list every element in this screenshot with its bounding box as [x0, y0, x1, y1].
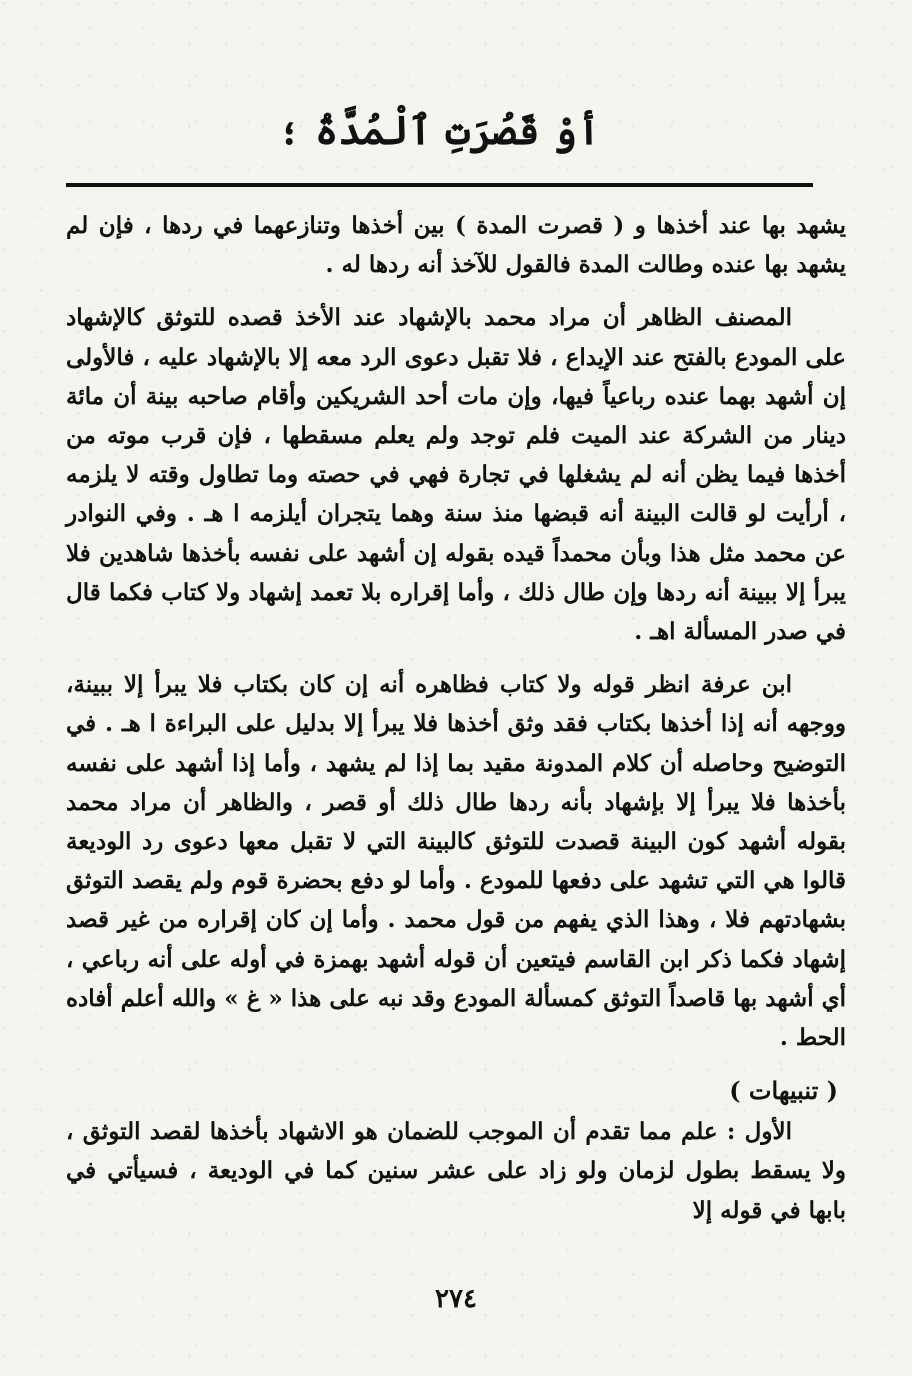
page-header — [66, 96, 812, 166]
header-rule — [66, 183, 813, 187]
notice-first: الأول : علم مما تقدم أن الموجب للضمان هو الاشهاد بأخذها لقصد التوثق ، ولا يسقط بطول لزمان ولو زاد على عشر سنين كما في الوديعة ، فسيأتي في بابها في قوله إلا — [66, 1118, 846, 1224]
page-number: ٢٧٤ — [435, 1284, 477, 1314]
paragraph-2: المصنف الظاهر أن مراد محمد بالإشهاد عند الأخذ قصده للتوثق كالإشهاد على المودع بالفتح عند الإيداع ، فلا تقبل دعوى الرد معه إلا بالإشهاد عليه ، فالأولى إن أشهد بهما عنده رباعياً فيها، وإن مات أحد الشريكين وأقام صاحبه بينة أن مائة دينار من الشركة عند الميت فلم توجد ولم يعلم مسقطها ، فإن قرب موته من أخذها فيما يظن أنه لم يشغلها في تجارة فهي في حصته وما تطاول وقته لا يلزمه ، أرأيت لو قالت البينة أنه قبضها منذ سنة وهما يتجران أيلزمه ا هـ . وفي النوادر عن محمد مثل هذا وبأن محمداً قيده بقوله إن أشهد على نفسه بأخذها شاهدين فلا يبرأ إلا ببينة أنه ردها وإن طال ذلك ، وأما إقراره بلا تعمد إشهاد ولا كتاب فكما قال في صدر المسألة اهـ . — [66, 304, 846, 646]
header-title: أوْ قَصُرَتِ ٱلْمُدَّةُ ؛ — [277, 107, 601, 154]
body-text — [66, 206, 846, 1244]
notices-heading: ( تنبيهات ) — [729, 1076, 838, 1106]
paragraph-1: يشهد بها عند أخذها و ( قصرت المدة ) بين أخذها وتنازعهما في ردها ، فإن لم يشهد بها عنده وطالت المدة فالقول للآخذ أنه ردها له . — [66, 212, 846, 279]
paragraph-3: ابن عرفة انظر قوله ولا كتاب فظاهره أنه إن كان بكتاب فلا يبرأ إلا ببينة، ووجهه أنه إذا أخذها بكتاب فقد وثق أخذها فلا يبرأ إلا بدليل على البراءة ا هـ . في التوضيح وحاصله أن كلام المدونة مقيد بما إذا لم يشهد ، وأما إذا أشهد على نفسه بأخذها فلا يبرأ إلا بإشهاد بأنه ردها طال ذلك أو قصر ، والظاهر أن مراد محمد بقوله أشهد كون البينة قصدت للتوثق كالبينة التي لا تقبل معها دعوى رد الوديعة قالوا هي التي تشهد على دفعها للمودع . وأما لو دفع بحضرة قوم ولم يقصد التوثق بشهادتهم فلا ، وهذا الذي يفهم من قول محمد . وأما إن كان إقراره من غير قصد إشهاد فكما ذكر ابن القاسم فيتعين أن قوله أشهد بهمزة في أوله على أنه رباعي ، أي أشهد بها قاصداً التوثق كمسألة المودع وقد نبه على هذا « غ » والله أعلم أفاده الحط . — [66, 671, 846, 1052]
